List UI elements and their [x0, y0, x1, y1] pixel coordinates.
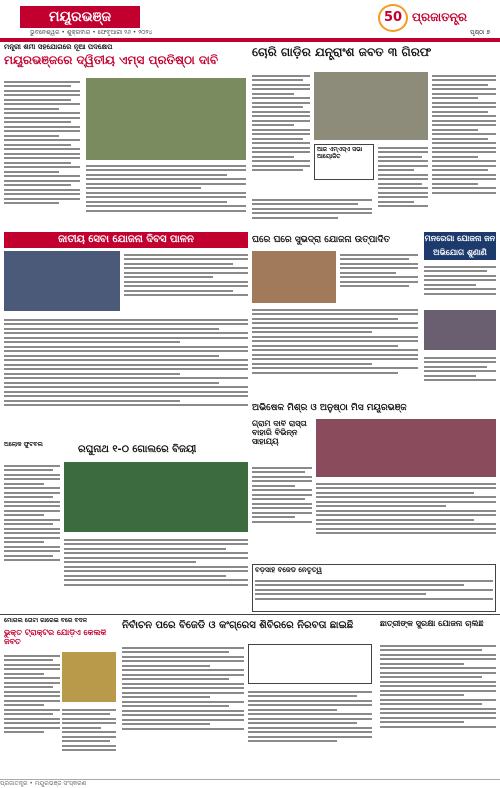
s4-headline: ଘରେ ଘରେ ସୁଭଦ୍ରା ଯୋଜନା ଉତ୍ପାଦିତ — [252, 235, 391, 245]
s1-photo — [86, 78, 246, 160]
s3-body-2 — [4, 316, 248, 436]
s1-kicker: ମନ୍ତ୍ରୀ ଶର୍ମା ସହଯୋଗରେ ନୂଆ ପଦକ୍ଷେପ — [4, 44, 113, 51]
s1-body-2 — [86, 162, 246, 226]
s1-headline: ମୟୂରଭଞ୍ଜରେ ଦ୍ୱିତୀୟ ଏମ୍ସ ପ୍ରତିଷ୍ଠା ଦାବି — [4, 54, 219, 67]
s3-body — [124, 251, 248, 311]
s5-body — [424, 263, 496, 307]
s10-body-2 — [248, 688, 372, 776]
s5-headline: ମନରେଗା ଯୋଜନା ଜନ ଅଭିଯୋଗ ଶୁଣାଣି — [424, 232, 496, 260]
s6-headline: ଅଭିଷେକ ମିଶ୍ର ଓ ଅନୁଷ୍ଠା ମିସ ମୟୂରଭଞ୍ଜ — [252, 403, 407, 413]
s12-headline: ଆଜି ଏମ୍ଏସ୍ଏ ସଭା ଆୟୋଜିତ — [317, 147, 363, 160]
footer: ପ୍ରଜାତନ୍ତ୍ର • ମୟୂରଭଞ୍ଜ ସଂସ୍କରଣ — [0, 779, 500, 788]
s12-box — [314, 144, 374, 180]
s7-body — [252, 464, 312, 560]
s9-photo — [62, 652, 116, 702]
s4-body — [252, 306, 418, 396]
s8-body — [4, 462, 60, 612]
s8-kicker: ଅଲୋକ ଫୁଟବଲ — [4, 442, 43, 448]
s2-headline: ଚୋରି ଗାଡ଼ିର ଯନ୍ତ୍ରାଂଶ ଜବତ ୩ ଗିରଫ — [252, 46, 432, 59]
s6-body — [316, 480, 496, 560]
s10-box — [248, 644, 372, 684]
s5-body-2 — [424, 354, 496, 396]
s6-photo — [316, 419, 496, 477]
s2-body — [252, 72, 310, 192]
s9-body — [4, 652, 60, 776]
s13-headline: ବଡ଼ସାହି ବିଜେଡି ନେତୃତ୍ୱ — [255, 567, 322, 574]
paper-title: ମୟୂରଭଞ୍ଜ — [20, 6, 140, 28]
s9-body-2 — [62, 706, 116, 776]
s11-body — [380, 642, 496, 776]
masthead-rule — [0, 38, 500, 42]
s9-headline: ଭୁକ୍ତ ଟ୍ରାକ୍ଟର ଯୋଡ଼ିଏ କେଲକି ଜବତ — [4, 629, 107, 646]
s5-photo — [424, 310, 496, 350]
s9-kicker: ମୋଗଲ ତୋଟା ଗାରେଇ ବରେ ବଦଳ — [4, 618, 88, 624]
s13-box — [252, 564, 496, 612]
brand-logo: ପ୍ରଜାତନ୍ତ୍ର — [412, 10, 468, 24]
s3-photo — [4, 251, 120, 311]
s11-headline: ଛାତ୍ରୀଙ୍କ ସୁରକ୍ଷା ଯୋଜନା ଚାଲିଛି — [380, 620, 484, 628]
s4-body-2 — [340, 251, 418, 303]
s10-body — [122, 644, 244, 776]
s3-headline: ଜାତୀୟ ସେବା ଯୋଜନା ଦିବସ ପାଳନ — [4, 232, 248, 248]
s12-body — [378, 144, 428, 224]
s2-body-2 — [432, 72, 496, 222]
s7-headline: ଗ୍ରାମ ଦାବି ରାସ୍ତା ବାହାରି ବିଭିନ୍ନ ସାହାଯ୍ୟ — [252, 420, 307, 446]
anniversary-logo: 50 — [378, 4, 408, 32]
page-number: ପୃଷ୍ଠା ୭ — [470, 29, 490, 36]
section-rule — [0, 614, 500, 615]
s8-headline: ରଘୁନାଥ ୧-୦ ଗୋଲରେ ବିଜୟୀ — [78, 444, 197, 455]
s2-photo — [314, 72, 428, 140]
s8-photo — [64, 462, 248, 532]
s2-body-3 — [252, 196, 372, 230]
s8-body-2 — [64, 536, 248, 612]
dateline: ଭୁବନେଶ୍ୱର • ଶୁକ୍ରବାର • ଫେବୃଆରୀ ୨୬ • ୨୦୨୪ — [30, 29, 153, 36]
s10-headline: ନିର୍ବାଚନ ପରେ ବିଜେଡି ଓ କଂଗ୍ରେସ ଶିବିରରେ ନିରବତା ଛାଇଛି — [122, 620, 354, 631]
s1-body — [4, 78, 80, 226]
s4-photo — [252, 251, 336, 303]
